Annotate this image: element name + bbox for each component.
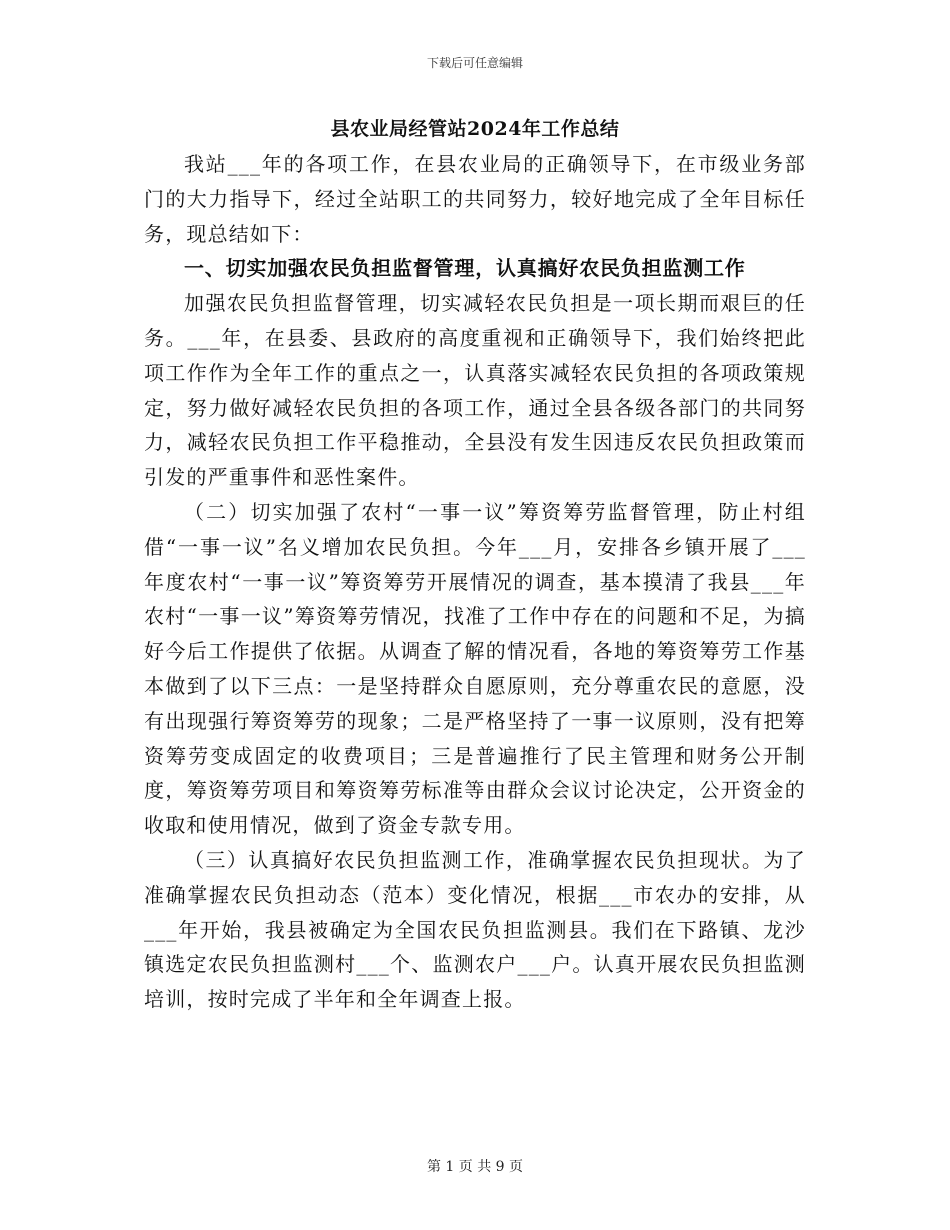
intro-paragraph: 我站___年的各项工作，在县农业局的正确领导下，在市级业务部门的大力指导下，经过全站职工的共同努力，较好地完成了全年目标任务，现总结如下： <box>144 152 806 246</box>
section-heading: 一、切实加强农民负担监督管理，认真搞好农民负担监测工作 <box>184 256 746 281</box>
page-footer: 第 1 页 共 9 页 <box>426 1159 524 1175</box>
header-note: 下载后可任意编辑 <box>426 56 523 70</box>
document-title: 县农业局经管站2024年工作总结 <box>330 118 620 140</box>
document-body <box>144 147 806 1017</box>
body-paragraph: （二）切实加强了农村“一事一议”筹资筹劳监督管理，防止村组借“一事一议”名义增加农民负担。今年___月，安排各乡镇开展了___年度农村“一事一议”筹资筹劳开展情况的调查，基本摸清了我县___年农村“一事一议”筹资筹劳情况，找准了工作中存在的问题和不足，为搞好今后工作提供了依据。从调查了解的情况看，各地的筹资筹劳工作基本做到了以下三点：一是坚持群众自愿原则，充分尊重农民的意愿，没有出现强行筹资筹劳的现象；二是严格坚持了一事一议原则，没有把筹资筹劳变成固定的收费项目；三是普遍推行了民主管理和财务公开制度，筹资筹劳项目和筹资筹劳标准等由群众会议讨论决定，公开资金的收取和使用情况，做到了资金专款专用。 <box>144 499 806 838</box>
body-paragraph: 加强农民负担监督管理，切实减轻农民负担是一项长期而艰巨的任务。___年，在县委、县政府的高度重视和正确领导下，我们始终把此项工作作为全年工作的重点之一，认真落实减轻农民负担的各项政策规定，努力做好减轻农民负担的各项工作，通过全县各级各部门的共同努力，减轻农民负担工作平稳推动，全县没有发生因违反农民负担政策而引发的严重事件和恶性案件。 <box>144 291 806 490</box>
body-paragraph: （三）认真搞好农民负担监测工作，准确掌握农民负担现状。为了准确掌握农民负担动态（范本）变化情况，根据___市农办的安排，从___年开始，我县被确定为全国农民负担监测县。我们在下路镇、龙沙镇选定农民负担监测村___个、监测农户___户。认真开展农民负担监测培训，按时完成了半年和全年调查上报。 <box>144 847 806 1012</box>
